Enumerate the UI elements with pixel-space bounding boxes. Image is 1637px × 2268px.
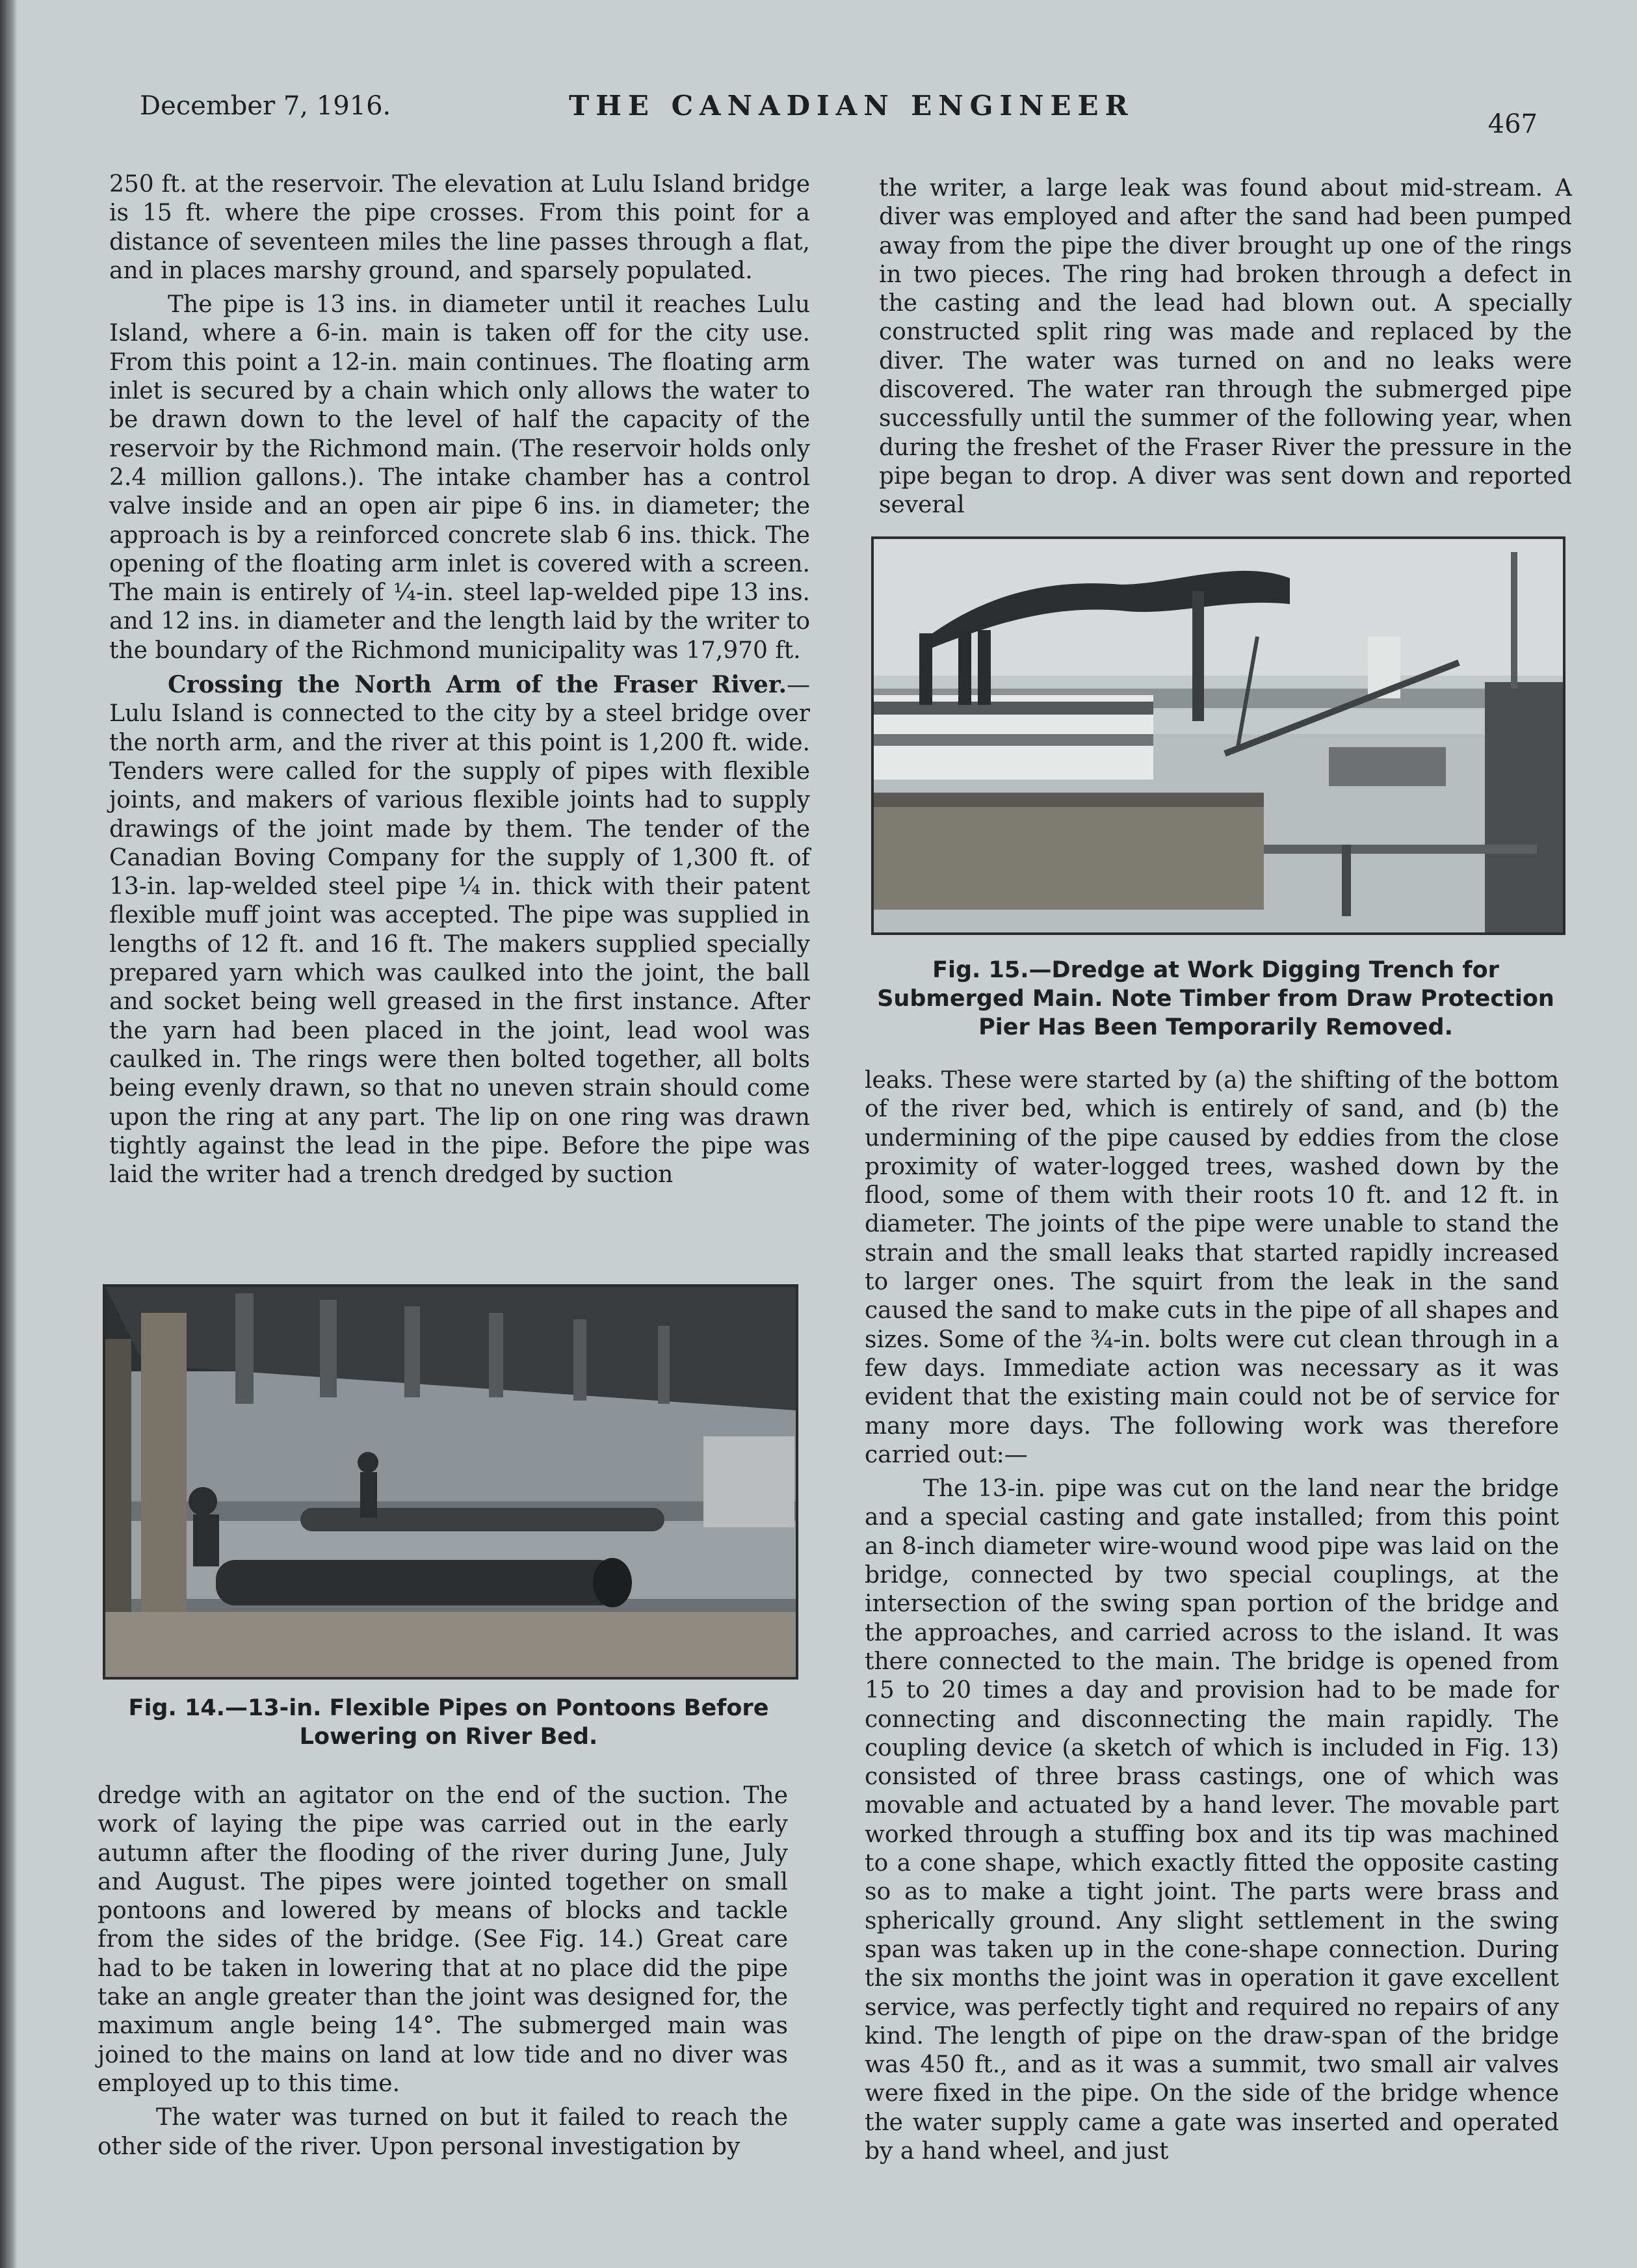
figure-14-photo	[103, 1284, 798, 1680]
running-header	[140, 90, 1538, 139]
section-heading: Crossing the North Arm of the Fraser River.	[168, 671, 787, 699]
dredge-at-work-image	[874, 539, 1563, 932]
right-column-top	[879, 174, 1572, 520]
paragraph: The water was turned on but it failed to reach the other side of the river. Upon personal investigation by	[98, 2104, 788, 2160]
left-column-top	[109, 170, 810, 1189]
right-column-bottom	[865, 1066, 1559, 2166]
pipes-on-pontoons-image	[105, 1287, 796, 1677]
figure-14-caption: Fig. 14.—13-in. Flexible Pipes on Pontoons Before Lowering on River Bed.	[128, 1695, 769, 1750]
paragraph: the writer, a large leak was found about mid-stream. A diver was employed and after the sand had been pumped away from the pipe the diver brought up one of the rings in two pieces. The ring had broken through a defect in the casting and the lead had blown out. A specially constructed split ring was made and replaced by the diver. The water was turned on and no leaks were discovered. The water ran through the submerged pipe successfully until the summer of the following year, when during the freshet of the Fraser River the pressure in the pipe began to drop. A diver was sent down and reported several	[879, 175, 1572, 519]
paragraph: dredge with an agitator on the end of the suction. The work of laying the pipe was carried out in the early autumn after the flooding of the river during June, July and August. The pipes were jointed together on small pontoons and lowered by means of blocks and tackle from the sides of the bridge. (See Fig. 14.) Great care had to be taken in lowering that at no place did the pipe take an angle greater than the joint was designed for, the maximum angle being 14°. The submerged main was joined to the mains on land at low tide and no diver was employed up to this time.	[98, 1782, 788, 2097]
paragraph: leaks. These were started by (a) the shifting of the bottom of the river bed, which is entirely of sand, and (b) the undermining of the pipe caused by eddies from the close proximity of water-logged trees, washed down by the flood, some of them with their roots 10 ft. and 12 ft. in diameter. The joints of the pipe were unable to stand the strain and the small leaks that started rapidly increased to larger ones. The squirt from the leak in the sand caused the sand to make cuts in the pipe of all shapes and sizes. Some of the ¾-in. bolts were cut clean through in a few days. Immediate action was necessary as it was evident that the existing main could not be of service for many more days. The following work was therefore carried out:—	[865, 1067, 1559, 1468]
paragraph	[109, 670, 810, 1189]
left-column-bottom	[98, 1782, 788, 2161]
paragraph-body: —Lulu Island is connected to the city by a steel bridge over the north arm, and the river at this point is 1,200 ft. wide. Tenders were called for the supply of pipes with flexible joints, and makers of various flexible joints had to supply drawings of the joint made by them. The tender of the Canadian Boving Company for the supply of 1,300 ft. of 13-in. lap-welded steel pipe ¼ in. thick with their patent flexible muff joint was accepted. The pipe was supplied in lengths of 12 ft. and 16 ft. The makers supplied specially prepared yarn which was caulked into the joint, the ball and socket being well greased in the first instance. After the yarn had been placed in the joint, lead wool was caulked in. The rings were then bolted together, all bolts being evenly drawn, so that no uneven strain should come upon the ring at any part. The lip on one ring was drawn tightly against the lead in the pipe. Before the pipe was laid the writer had a trench dredged by suction	[109, 672, 810, 1189]
page-binding-edge	[0, 0, 17, 2268]
page-number: 467	[1487, 109, 1538, 139]
paragraph: 250 ft. at the reservoir. The elevation at Lulu Island bridge is 15 ft. where the pipe crosses. From this point for a distance of seventeen miles the line passes through a flat, and in places marshy ground, and sparsely populated.	[109, 171, 810, 284]
figure-15-photo	[871, 536, 1565, 935]
journal-title: THE CANADIAN ENGINEER	[569, 90, 1134, 122]
header-date: December 7, 1916.	[140, 91, 391, 121]
paragraph: The 13-in. pipe was cut on the land near the bridge and a special casting and gate installed; from this point an 8-inch diameter wire-wound wood pipe was laid on the bridge, connected by two special couplings, at the intersection of the swing span portion of the bridge and the approaches, and carried across to the island. It was there connected to the main. The bridge is opened from 15 to 20 times a day and provision had to be made for connecting and disconnecting the main rapidly. The coupling device (a sketch of which is included in Fig. 13) consisted of three brass castings, one of which was movable and actuated by a hand lever. The movable part worked through a stuffing box and its tip was machined to a cone shape, which exactly fitted the opposite casting so as to make a tight joint. The parts were brass and spherically ground. Any slight settlement in the swing span was taken up in the cone-shape connection. During the six months the joint was in operation it gave excellent service, was perfectly tight and required no repairs of any kind. The length of pipe on the draw-span of the bridge was 450 ft., and as it was a summit, two small air valves were fixed in the pipe. On the side of the bridge whence the water supply came a gate was inserted and operated by a hand wheel, and just	[865, 1475, 1559, 2165]
paragraph: The pipe is 13 ins. in diameter until it reaches Lulu Island, where a 6-in. main is taken off for the city use. From this point a 12-in. main continues. The floating arm inlet is secured by a chain which only allows the water to be drawn down to the level of half the capacity of the reservoir by the Richmond main. (The reservoir holds only 2.4 million gallons.). The intake chamber has a control valve inside and an open air pipe 6 ins. in diameter; the approach is by a reinforced concrete slab 6 ins. thick. The opening of the floating arm inlet is covered with a screen. The main is entirely of ¼-in. steel lap-welded pipe 13 ins. and 12 ins. in diameter and the length laid by the writer to the boundary of the Richmond municipality was 17,970 ft.	[109, 291, 810, 664]
figure-15-caption: Fig. 15.—Dredge at Work Digging Trench for Submerged Main. Note Timber from Draw Protection Pier Has Been Temporarily Removed.	[877, 957, 1554, 1040]
